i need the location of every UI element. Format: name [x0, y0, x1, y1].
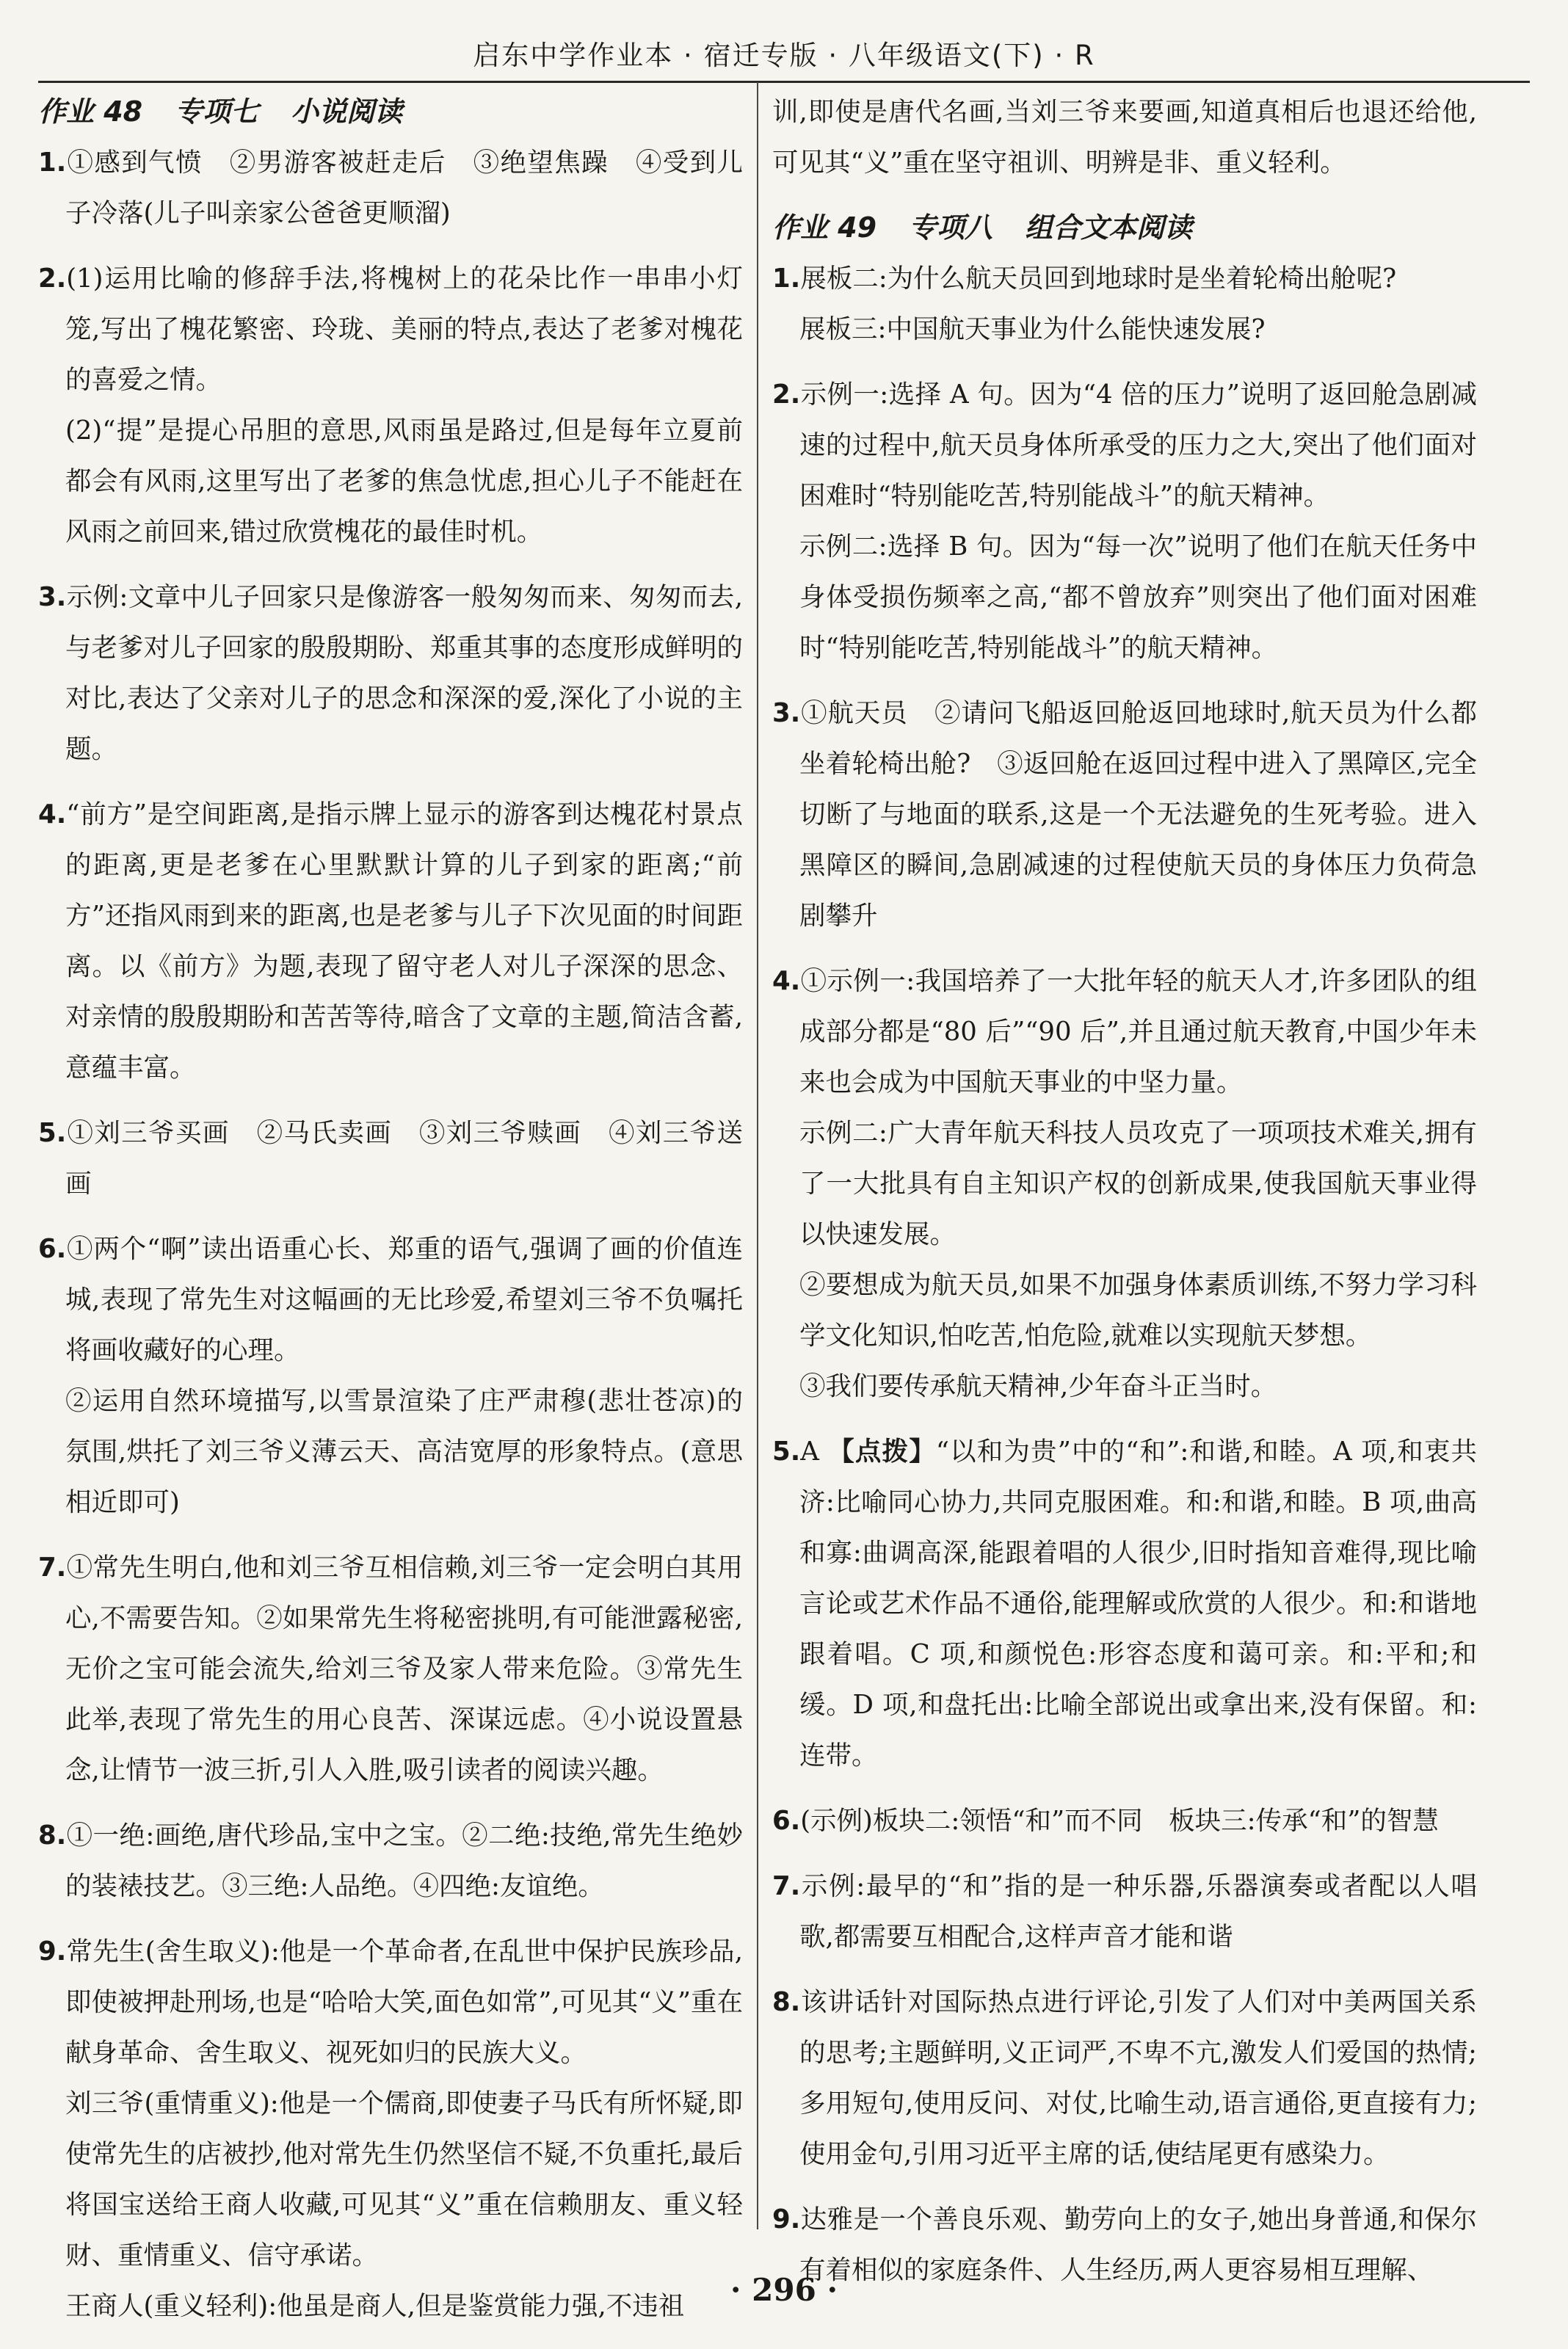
running-header: 启东中学作业本 · 宿迁专版 · 八年级语文(下) · R: [38, 31, 1530, 83]
item-number: 3.: [772, 698, 801, 728]
section-heading-49: [772, 203, 1477, 253]
item-paragraph: (2)“提”是提心吊胆的意思,风雨虽是路过,但是每年立夏前都会有风雨,这里写出了老爹的焦急忧虑,担心儿子不能赶在风雨之前回来,错过欣赏槐花的最佳时机。: [65, 415, 743, 547]
item-number: 2.: [772, 380, 801, 410]
item-text: 该讲话针对国际热点进行评论,引发了人们对中美两国关系的思考;主题鲜明,义正词严,不卑不亢,激发人们爱国的热情;多用短句,使用反问、对仗,比喻生动,语言通俗,更直接有力;使用金句,引用习近平主席的话,使结尾更有感染力。: [799, 1987, 1477, 2169]
item-text: ①感到气愤 ②男游客被赶走后 ③绝望焦躁 ④受到儿子冷落(儿子叫亲家公爸爸更顺溜): [65, 148, 743, 228]
item-number: 9.: [38, 1936, 67, 1967]
item-number: 5.: [772, 1437, 801, 1467]
item-text: 示例一:选择 A 句。因为“4 倍的压力”说明了返回舱急剧减速的过程中,航天员身体所承受的压力之大,突出了他们面对困难时“特别能吃苦,特别能战斗”的航天精神。: [799, 380, 1477, 511]
item-text: ①示例一:我国培养了一大批年轻的航天人才,许多团队的组成部分都是“80 后”“90 后”,并且通过航天教育,中国少年未来也会成为中国航天事业的中坚力量。: [799, 966, 1477, 1097]
item-text: “以和为贵”中的“和”:和谐,和睦。A 项,和衷共济:比喻同心协力,共同克服困难。和:和谐,和睦。B 项,曲高和寡:曲调高深,能跟着唱的人很少,旧时指知音难得,现比喻言论或艺术作品不通俗,能理解或欣赏的人很少。和:和谐地跟着唱。C 项,和颜悦色:形容态度和蔼可亲。和:平和;和缓。D 项,和盘托出:比喻全部说出或拿出来,没有保留。和:连带。: [799, 1437, 1478, 1771]
item-number: 8.: [772, 1987, 801, 2017]
answer-item: [38, 572, 743, 774]
item-number: 6.: [772, 1806, 801, 1836]
item-text: 常先生(舍生取义):他是一个革命者,在乱世中保护民族珍品,即使被押赴刑场,也是“哈哈大笑,面色如常”,可见其“义”重在献身革命、舍生取义、视死如归的民族大义。: [65, 1936, 743, 2068]
answer-item: [38, 789, 743, 1093]
left-column: [38, 87, 743, 2346]
answer-item: [772, 369, 1477, 521]
item-answer: A: [800, 1437, 829, 1467]
item-text: 达雅是一个善良乐观、勤劳向上的女子,她出身普通,和保尔有着相似的家庭条件、人生经历,两人更容易相互理解、: [799, 2204, 1477, 2285]
item-text: 示例:最早的“和”指的是一种乐器,乐器演奏或者配以人唱歌,都需要互相配合,这样声音才能和谐: [799, 1871, 1477, 1952]
section-label: 作业 48: [38, 95, 143, 128]
item-number: 2.: [38, 264, 67, 294]
section-name: 小说阅读: [291, 95, 403, 128]
item-number: 7.: [38, 1553, 67, 1583]
hint-tag: 【点拨】: [828, 1437, 936, 1467]
item-number: 9.: [772, 2204, 801, 2234]
item-paragraph: ②要想成为航天员,如果不加强身体素质训练,不努力学习科学文化知识,怕吃苦,怕危险,就难以实现航天梦想。: [799, 1270, 1477, 1351]
item-text: ①刘三爷买画 ②马氏卖画 ③刘三爷赎画 ④刘三爷送画: [65, 1118, 743, 1199]
right-column: [772, 87, 1477, 2310]
section-topic: 专项八: [909, 211, 993, 244]
item-text: (1)运用比喻的修辞手法,将槐树上的花朵比作一串串小灯笼,写出了槐花繁密、玲珑、美丽的特点,表达了老爹对槐花的喜爱之情。: [65, 264, 743, 395]
answer-item: [772, 956, 1477, 1108]
item-text: (示例)板块二:领悟“和”而不同 板块三:传承“和”的智慧: [800, 1806, 1439, 1836]
answer-item: [38, 1542, 743, 1796]
item-text: 展板二:为什么航天员回到地球时是坐着轮椅出舱呢?: [800, 264, 1397, 294]
answer-item: [38, 1224, 743, 1376]
answer-item: [772, 1977, 1477, 2179]
item-text: ①航天员 ②请问飞船返回舱返回地球时,航天员为什么都坐着轮椅出舱? ③返回舱在返回过程中进入了黑障区,完全切断了与地面的联系,这是一个无法避免的生死考验。进入黑障区的瞬间,急剧减速的过程使航天员的身体压力负荷急剧攀升: [799, 698, 1477, 931]
answer-item: [38, 1108, 743, 1209]
item-paragraph: 王商人(重义轻利):他虽是商人,但是鉴赏能力强,不违祖: [65, 2291, 685, 2321]
section-heading-48: [38, 87, 743, 137]
item-text: ①常先生明白,他和刘三爷互相信赖,刘三爷一定会明白其用心,不需要告知。②如果常先生将秘密挑明,有可能泄露秘密,无价之宝可能会流失,给刘三爷及家人带来危险。③常先生此举,表现了常先生的用心良苦、深谋远虑。④小说设置悬念,让情节一波三折,引人入胜,吸引读者的阅读兴趣。: [65, 1553, 743, 1785]
continued-paragraph: 训,即使是唐代名画,当刘三爷来要画,知道真相后也退还给他,可见其“义”重在坚守祖训、明辨是非、重义轻利。: [772, 97, 1477, 178]
answer-item: [772, 688, 1477, 941]
answer-item: [772, 1426, 1477, 1781]
item-text: ①一绝:画绝,唐代珍品,宝中之宝。②二绝:技绝,常先生绝妙的装裱技艺。③三绝:人品绝。④四绝:友谊绝。: [65, 1820, 743, 1901]
answer-item: [772, 253, 1477, 304]
answer-item: [772, 1796, 1477, 1846]
item-text: 示例:文章中儿子回家只是像游客一般匆匆而来、匆匆而去,与老爹对儿子回家的殷殷期盼、郑重其事的态度形成鲜明的对比,表达了父亲对儿子的思念和深深的爱,深化了小说的主题。: [65, 582, 744, 764]
item-number: 1.: [38, 148, 67, 178]
item-number: 8.: [38, 1820, 67, 1851]
answer-item: [38, 1810, 743, 1911]
section-topic: 专项七: [175, 95, 259, 128]
item-paragraph: ②运用自然环境描写,以雪景渲染了庄严肃穆(悲壮苍凉)的氛围,烘托了刘三爷义薄云天、高洁宽厚的形象特点。(意思相近即可): [65, 1386, 743, 1517]
item-paragraph: ③我们要传承航天精神,少年奋斗正当时。: [799, 1371, 1277, 1401]
item-text: “前方”是空间距离,是指示牌上显示的游客到达槐花村景点的距离,更是老爹在心里默默计算的儿子到家的距离;“前方”还指风雨到来的距离,也是老爹与儿子下次见面的时间距离。以《前方》为题,表现了留守老人对儿子深深的思念、对亲情的殷殷期盼和苦苦等待,暗含了文章的主题,简洁含蓄,意蕴丰富。: [65, 799, 743, 1083]
item-number: 7.: [772, 1871, 801, 1901]
column-divider: [757, 82, 758, 2229]
item-number: 5.: [38, 1118, 67, 1148]
item-number: 4.: [38, 799, 67, 829]
item-number: 3.: [38, 582, 67, 612]
item-number: 6.: [38, 1234, 67, 1264]
section-label: 作业 49: [772, 211, 877, 244]
item-paragraph: 示例二:选择 B 句。因为“每一次”说明了他们在航天任务中身体受损伤频率之高,“都不曾放弃”则突出了他们面对困难时“特别能吃苦,特别能战斗”的航天精神。: [799, 531, 1477, 663]
answer-item: [772, 1861, 1477, 1962]
item-text: ①两个“啊”读出语重心长、郑重的语气,强调了画的价值连城,表现了常先生对这幅画的无比珍爱,希望刘三爷不负嘱托将画收藏好的心理。: [65, 1234, 743, 1365]
item-paragraph: 示例二:广大青年航天科技人员攻克了一项项技术难关,拥有了一大批具有自主知识产权的创新成果,使我国航天事业得以快速发展。: [799, 1118, 1477, 1249]
answer-item: [38, 1926, 743, 2078]
item-number: 1.: [772, 264, 801, 294]
item-paragraph: 展板三:中国航天事业为什么能快速发展?: [799, 314, 1266, 344]
answer-item: [38, 253, 743, 405]
section-name: 组合文本阅读: [1025, 211, 1193, 244]
item-paragraph: 刘三爷(重情重义):他是一个儒商,即使妻子马氏有所怀疑,即使常先生的店被抄,他对常先生仍然坚信不疑,不负重托,最后将国宝送给王商人收藏,可见其“义”重在信赖朋友、重义轻财、重情重义、信守承诺。: [65, 2088, 743, 2270]
answer-item: [38, 137, 743, 239]
page-number: · 296 ·: [730, 2272, 838, 2308]
item-number: 4.: [772, 966, 801, 996]
